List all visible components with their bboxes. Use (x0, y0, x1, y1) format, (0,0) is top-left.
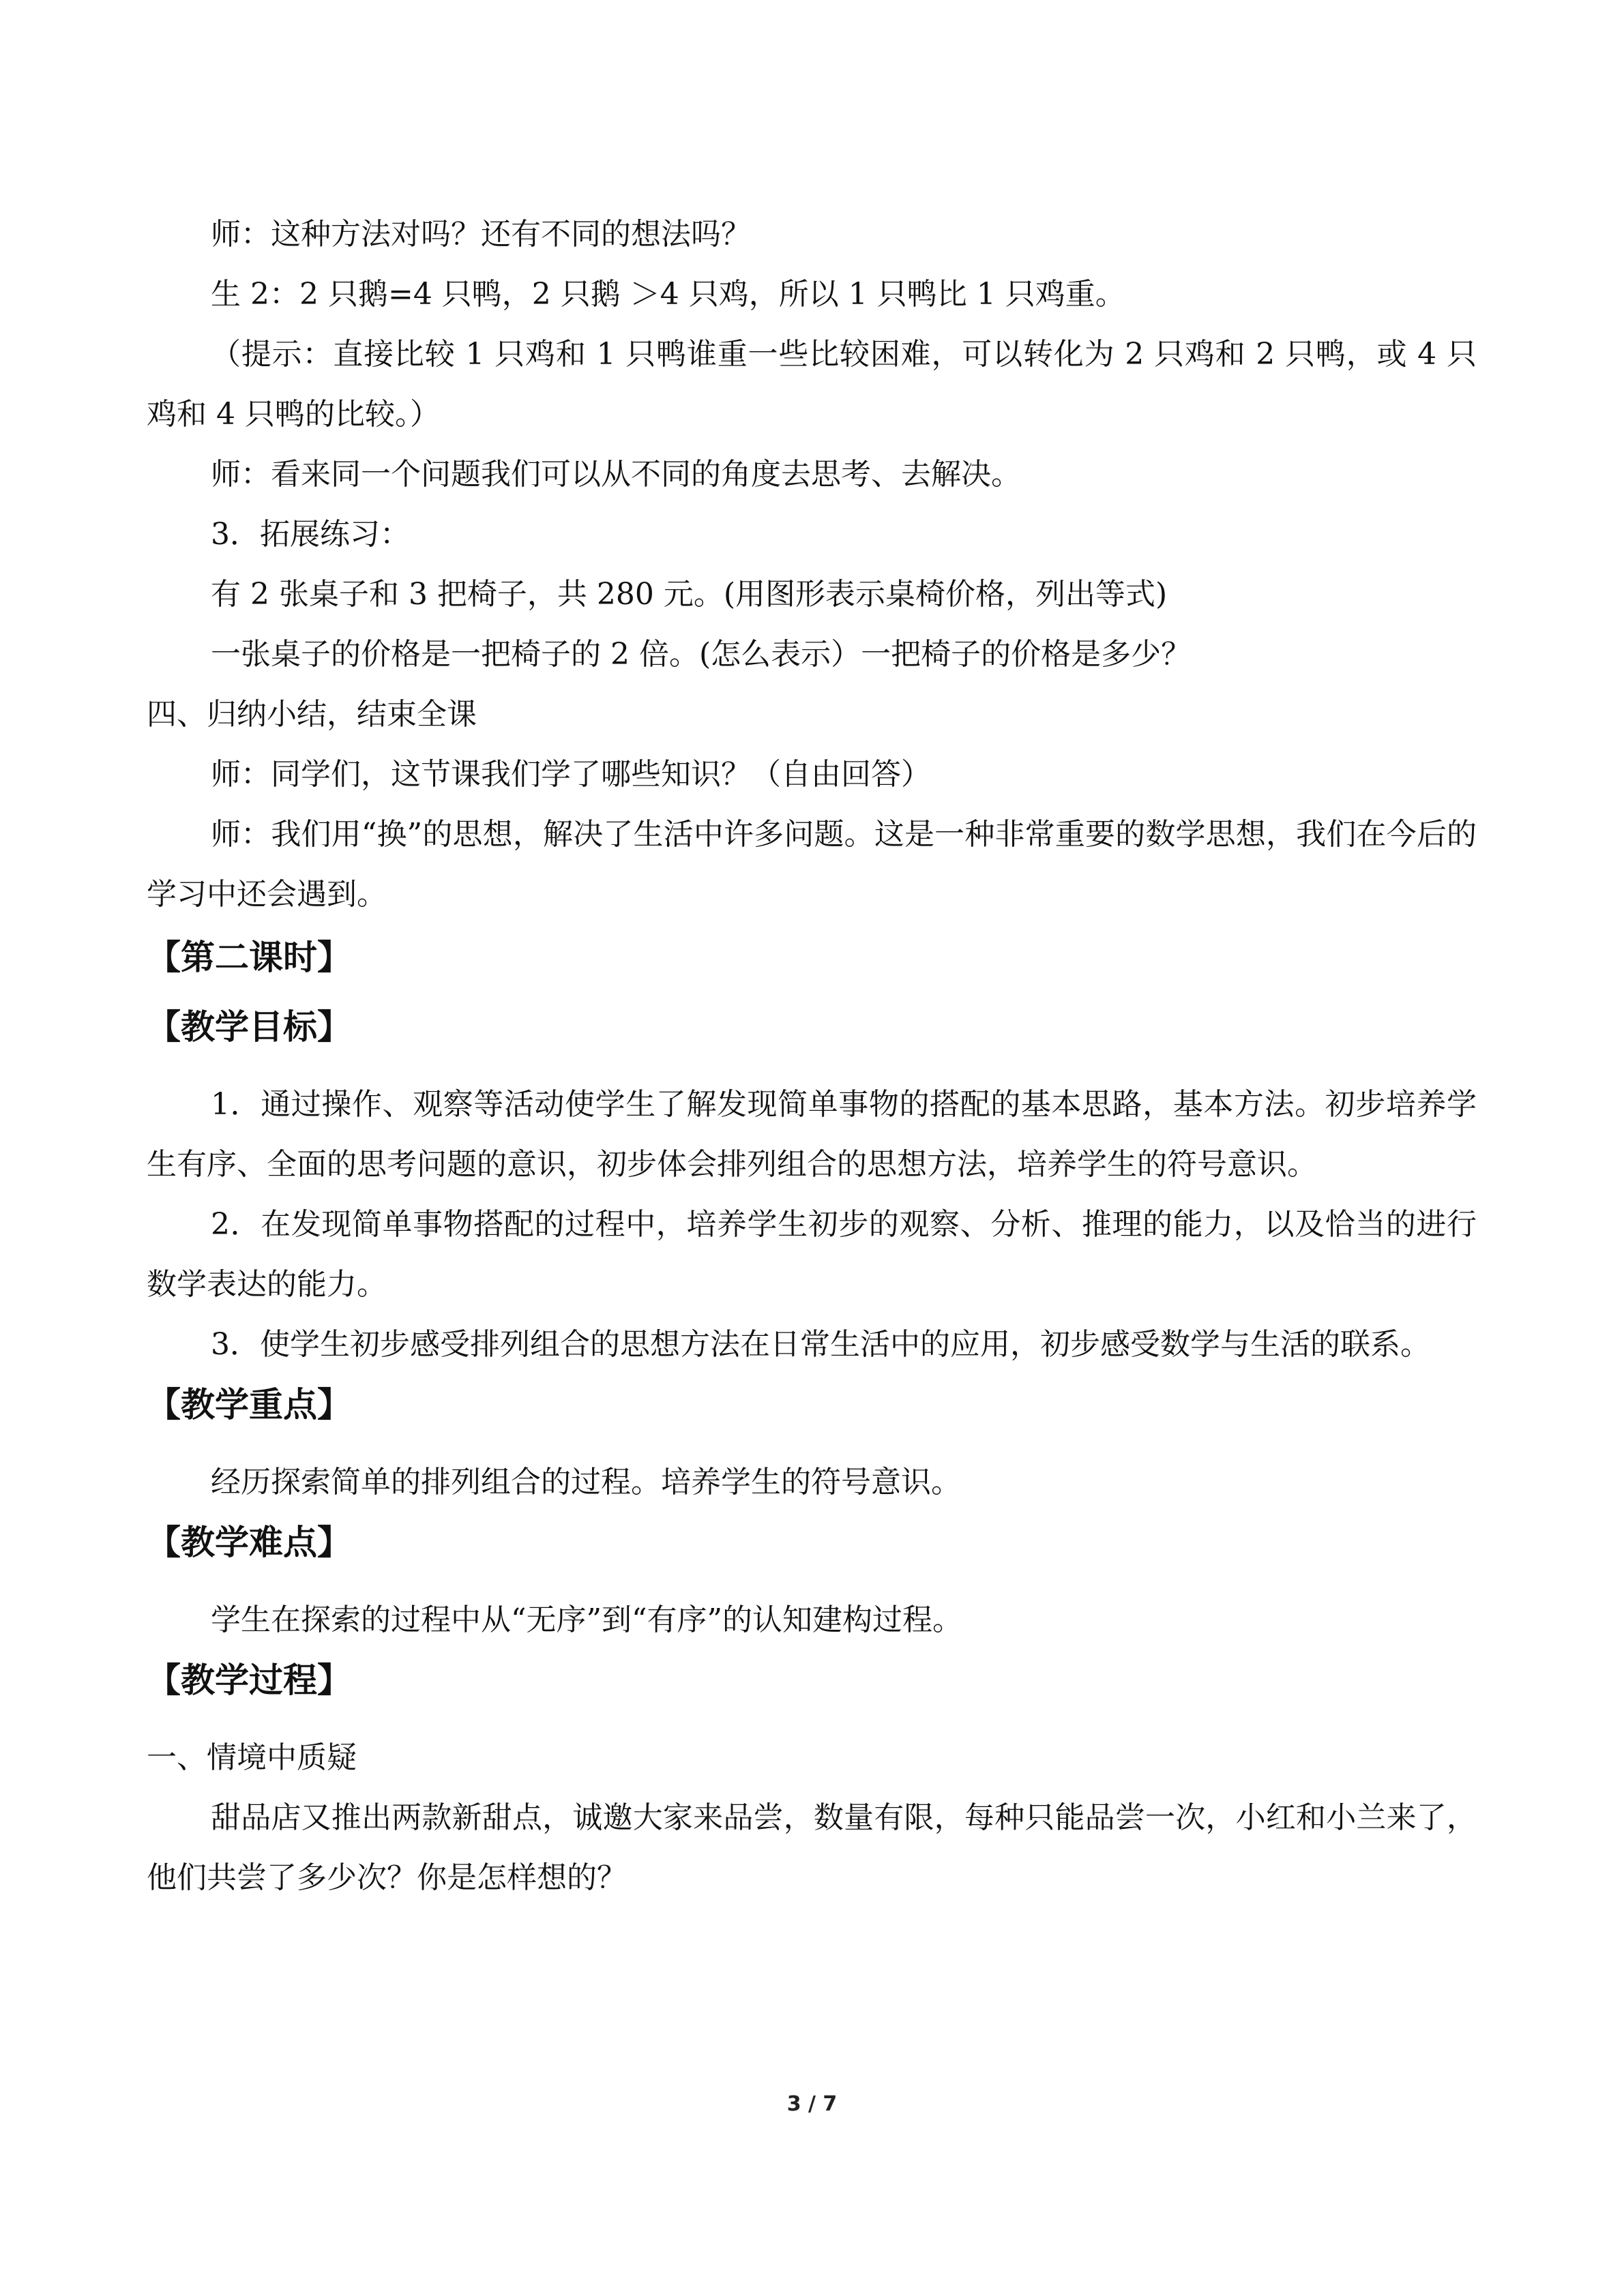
key-point-text: 经历探索简单的排列组合的过程。培养学生的符号意识。 (211, 1465, 961, 1500)
hint-paragraph: （提示：直接比较 1 只鸡和 1 只鸭谁重一些比较困难，可以转化为 2 只鸡和 2 只鸭，或 4 只鸡和 4 只鸭的比较。） (147, 337, 1477, 432)
situation-text: 甜品店又推出两款新甜点，诚邀大家来品尝，数量有限，每种只能品尝一次，小红和小兰来了，他们共尝了多少次？你是怎样想的？ (147, 1800, 1477, 1895)
heading-lesson-two: 【第二课时】 (147, 938, 351, 977)
heading-teaching-process: 【教学过程】 (147, 1660, 351, 1700)
heading-key-points: 【教学重点】 (147, 1385, 351, 1425)
goal-item: 2．在发现简单事物搭配的过程中，培养学生初步的观察、分析、推理的能力，以及恰当的进行数学表达的能力。 (147, 1207, 1477, 1302)
teacher-comment: 师：看来同一个问题我们可以从不同的角度去思考、去解决。 (211, 457, 1021, 492)
summary-question: 师：同学们，这节课我们学了哪些知识？（自由回答） (211, 757, 931, 792)
section-situation-title: 一、情境中质疑 (147, 1740, 357, 1775)
heading-teaching-goals: 【教学目标】 (147, 1007, 351, 1047)
page-content (147, 205, 1477, 1908)
student-answer: 生 2：2 只鹅=4 只鸭，2 只鹅 ＞4 只鸡，所以 1 只鸭比 1 只鸡重。 (211, 277, 1125, 312)
exercise-question: 一张桌子的价格是一把椅子的 2 倍。(怎么表示）一把椅子的价格是多少？ (211, 637, 1192, 672)
goal-item: 1．通过操作、观察等活动使学生了解发现简单事物的搭配的基本思路，基本方法。初步培养学生有序、全面的思考问题的意识，初步体会排列组合的思想方法，培养学生的符号意识。 (147, 1087, 1477, 1182)
page-number: 3 / 7 (786, 2092, 838, 2116)
teacher-question: 师：这种方法对吗？还有不同的想法吗？ (211, 217, 751, 252)
goal-item: 3．使学生初步感受排列组合的思想方法在日常生活中的应用，初步感受数学与生活的联系。 (211, 1327, 1430, 1362)
difficulty-text: 学生在探索的过程中从“无序”到“有序”的认知建构过程。 (211, 1602, 962, 1637)
extension-exercise-title: 3．拓展练习： (211, 517, 410, 552)
section-summary-title: 四、归纳小结，结束全课 (147, 697, 477, 732)
heading-difficulties: 【教学难点】 (147, 1523, 351, 1562)
exercise-statement: 有 2 张桌子和 3 把椅子，共 280 元。(用图形表示桌椅价格，列出等式) (211, 577, 1168, 612)
summary-conclusion: 师：我们用“换”的思想，解决了生活中许多问题。这是一种非常重要的数学思想，我们在今后的学习中还会遇到。 (147, 817, 1477, 912)
